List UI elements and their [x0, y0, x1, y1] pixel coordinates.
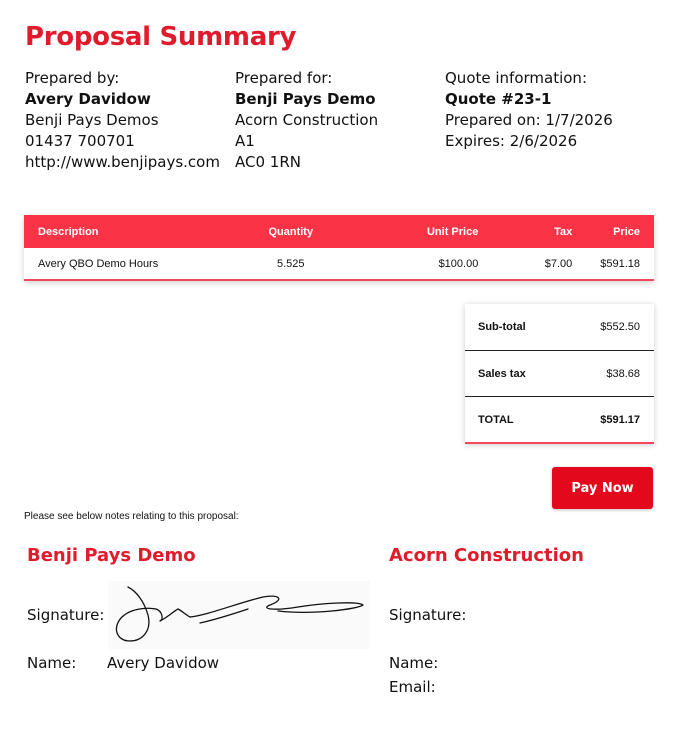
quote-expires: Expires: 2/6/2026: [445, 132, 578, 150]
table-row: [24, 248, 654, 280]
email-label-right: Email:: [389, 678, 436, 696]
header-description: Description: [38, 225, 99, 238]
quote-info-block: [445, 68, 613, 152]
prepared-by-phone: 01437 700701: [25, 132, 135, 150]
subtotal-label: Sub-total: [478, 321, 526, 333]
proposal-notes: Please see below notes relating to this proposal:: [24, 511, 239, 522]
prepared-for-name: Benji Pays Demo: [235, 90, 376, 108]
quote-number: Quote #23-1: [445, 90, 552, 108]
cell-tax: $7.00: [544, 257, 573, 270]
prepared-for-block: [235, 68, 378, 173]
subtotal-row: [465, 304, 654, 350]
handwritten-signature: [108, 581, 370, 649]
prepared-by-block: [25, 68, 220, 173]
page-title: Proposal Summary: [25, 22, 297, 52]
quote-prepared-on: Prepared on: 1/7/2026: [445, 111, 613, 129]
signature-label-right: Signature:: [389, 606, 467, 624]
totals-box: [465, 304, 654, 444]
signature-image: [108, 581, 370, 649]
signoff-right-heading: Acorn Construction: [389, 545, 584, 566]
quote-info-label: Quote information:: [445, 69, 587, 87]
total-row: [465, 396, 654, 442]
prepared-by-name: Avery Davidow: [25, 90, 151, 108]
name-value-left: Avery Davidow: [107, 654, 220, 672]
prepared-for-company: Acorn Construction: [235, 111, 379, 129]
total-value: $591.17: [600, 413, 640, 426]
prepared-by-website[interactable]: http://www.benjipays.com: [25, 153, 220, 171]
table-header-row: [24, 215, 654, 248]
cell-price: $591.18: [600, 257, 640, 270]
sales-tax-label: Sales tax: [478, 367, 526, 380]
cell-description: Avery QBO Demo Hours: [38, 257, 159, 270]
name-label-right: Name:: [389, 654, 439, 672]
total-label: TOTAL: [478, 413, 514, 426]
line-items-table: [24, 215, 654, 281]
sales-tax-value: $38.68: [606, 367, 640, 380]
sales-tax-row: [465, 350, 654, 396]
header-price: Price: [613, 225, 640, 238]
prepared-by-company: Benji Pays Demos: [25, 111, 159, 129]
prepared-for-address: A1: [235, 132, 255, 150]
signature-label-left: Signature:: [27, 606, 105, 624]
prepared-by-label: Prepared by:: [25, 69, 120, 87]
cell-quantity: 5.525: [277, 257, 305, 270]
cell-unit-price: $100.00: [438, 257, 479, 270]
prepared-for-postcode: AC0 1RN: [235, 153, 301, 171]
name-label-left: Name:: [27, 654, 77, 672]
header-tax: Tax: [554, 225, 573, 238]
signoff-left-heading: Benji Pays Demo: [27, 545, 196, 566]
subtotal-value: $552.50: [600, 321, 640, 333]
prepared-for-label: Prepared for:: [235, 69, 333, 87]
pay-now-button[interactable]: Pay Now: [552, 467, 653, 509]
header-quantity: Quantity: [268, 225, 314, 238]
header-unit-price: Unit Price: [426, 225, 479, 238]
